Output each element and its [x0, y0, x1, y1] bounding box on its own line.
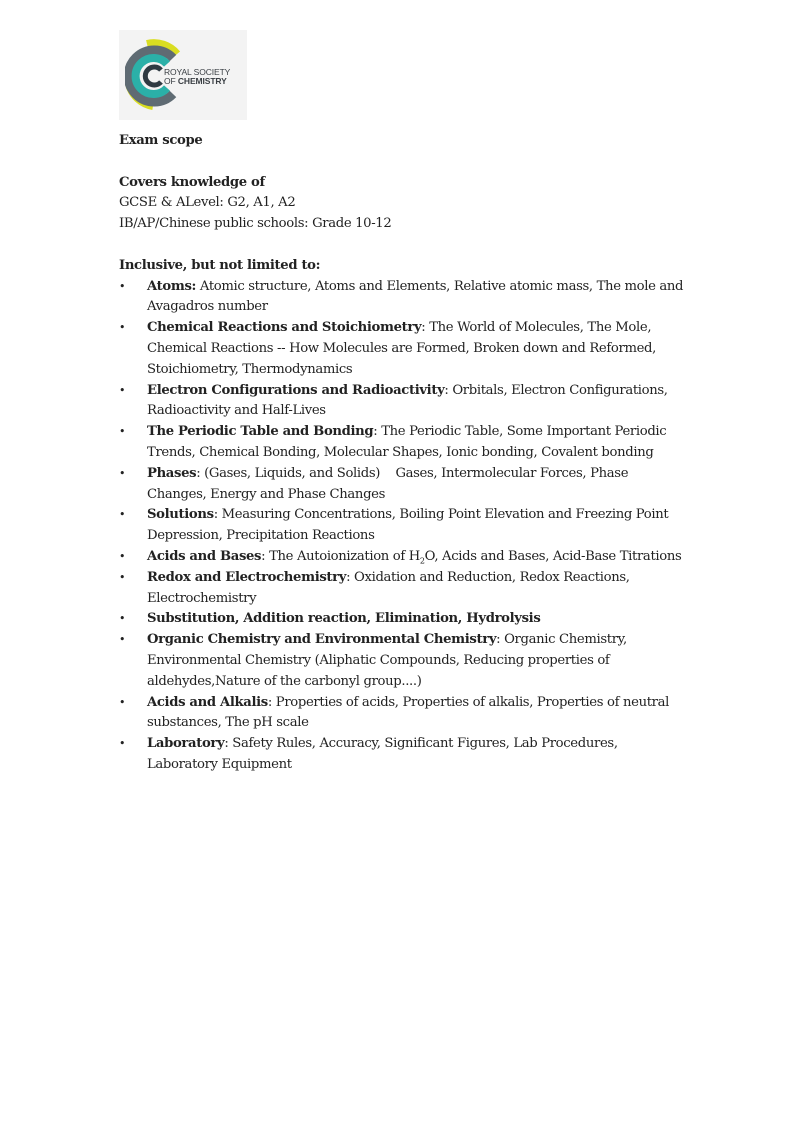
- bullet-icon: •: [119, 321, 126, 335]
- topic-list: [119, 277, 689, 776]
- topic-desc: : Organic Chemistry, Environmental Chemistry (Aliphatic Compounds, Reducing properties of aldehydes,Nature of the carbonyl group....): [147, 632, 627, 689]
- topic-item: [119, 693, 689, 735]
- spacer: [119, 152, 689, 173]
- topic-term: Acids and Alkalis: [147, 694, 268, 710]
- topic-item: [119, 277, 689, 319]
- topic-term: Substitution, Addition reaction, Elimination, Hydrolysis: [147, 611, 541, 627]
- bullet-icon: •: [119, 549, 126, 563]
- exam-scope-title: Exam scope: [119, 133, 203, 148]
- topic-item: [119, 318, 689, 380]
- topic-term: Electron Configurations and Radioactivity: [147, 382, 445, 398]
- topic-desc: : Safety Rules, Accuracy, Significant Figures, Lab Procedures, Laboratory Equipment: [147, 736, 618, 772]
- bullet-icon: •: [119, 737, 126, 751]
- topic-item: [119, 381, 689, 423]
- topic-term: The Periodic Table and Bonding: [147, 424, 374, 440]
- topic-term: Phases: [147, 465, 197, 481]
- bullet-icon: •: [119, 633, 126, 647]
- covers-line-gcse: GCSE & ALevel: G2, A1, A2: [119, 195, 296, 211]
- topic-term: Organic Chemistry and Environmental Chemistry: [147, 632, 497, 648]
- topic-desc: : Oxidation and Reduction, Redox Reactions, Electrochemistry: [147, 569, 630, 606]
- topic-item: [119, 630, 689, 692]
- topic-term: Atoms:: [147, 278, 197, 294]
- topic-desc: : The Autoionization of H: [261, 548, 420, 564]
- topic-term: Acids and Bases: [147, 548, 262, 564]
- topic-item: [119, 464, 689, 506]
- topic-item: [119, 547, 689, 568]
- covers-line-ib: IB/AP/Chinese public schools: Grade 10-12: [119, 216, 392, 232]
- bullet-icon: •: [119, 695, 126, 709]
- topic-desc: : The World of Molecules, The Mole, Chemical Reactions -- How Molecules are Formed, Broken down and Reformed, Stoichiometry, Thermodynamics: [147, 320, 656, 377]
- bullet-icon: •: [119, 425, 126, 439]
- rsc-logo-wordmark: ROYAL SOCIETY OF CHEMISTRY: [164, 67, 231, 86]
- topic-item: [119, 505, 689, 547]
- topic-desc: : (Gases, Liquids, and Solids) Gases, Intermolecular Forces, Phase Changes, Energy and Phase Changes: [147, 465, 633, 502]
- topic-item: [119, 568, 689, 610]
- topic-term: Laboratory: [147, 736, 225, 752]
- topic-item: [119, 609, 689, 630]
- inclusive-heading: Inclusive, but not limited to:: [119, 257, 321, 273]
- rsc-logo: [119, 30, 247, 120]
- topic-desc: : Orbitals, Electron Configurations, Radioactivity and Half-Lives: [147, 382, 668, 419]
- bullet-icon: •: [119, 466, 126, 480]
- bullet-icon: •: [119, 279, 126, 293]
- topic-term: Redox and Electrochemistry: [147, 569, 347, 585]
- bullet-icon: •: [119, 508, 126, 522]
- covers-heading: Covers knowledge of: [119, 174, 265, 190]
- bullet-icon: •: [119, 383, 126, 397]
- topic-term: Chemical Reactions and Stoichiometry: [147, 320, 422, 336]
- document-body: [119, 131, 689, 776]
- spacer: [119, 235, 689, 256]
- topic-desc: : Properties of acids, Properties of alkalis, Properties of neutral substances, The pH scale: [147, 694, 669, 731]
- subscript: 2: [419, 556, 425, 566]
- topic-desc: : Measuring Concentrations, Boiling Point Elevation and Freezing Point Depression, Precipitation Reactions: [147, 507, 669, 544]
- topic-desc: O, Acids and Bases, Acid-Base Titrations: [424, 548, 682, 564]
- topic-desc: : The Periodic Table, Some Important Periodic Trends, Chemical Bonding, Molecular Shapes, Ionic bonding, Covalent bonding: [147, 424, 667, 460]
- bullet-icon: •: [119, 570, 126, 584]
- bullet-icon: •: [119, 612, 126, 626]
- topic-term: Solutions: [147, 507, 214, 523]
- topic-item: [119, 734, 689, 776]
- topic-item: [119, 422, 689, 464]
- topic-desc: Atomic structure, Atoms and Elements, Relative atomic mass, The mole and Avagadros number: [147, 278, 684, 315]
